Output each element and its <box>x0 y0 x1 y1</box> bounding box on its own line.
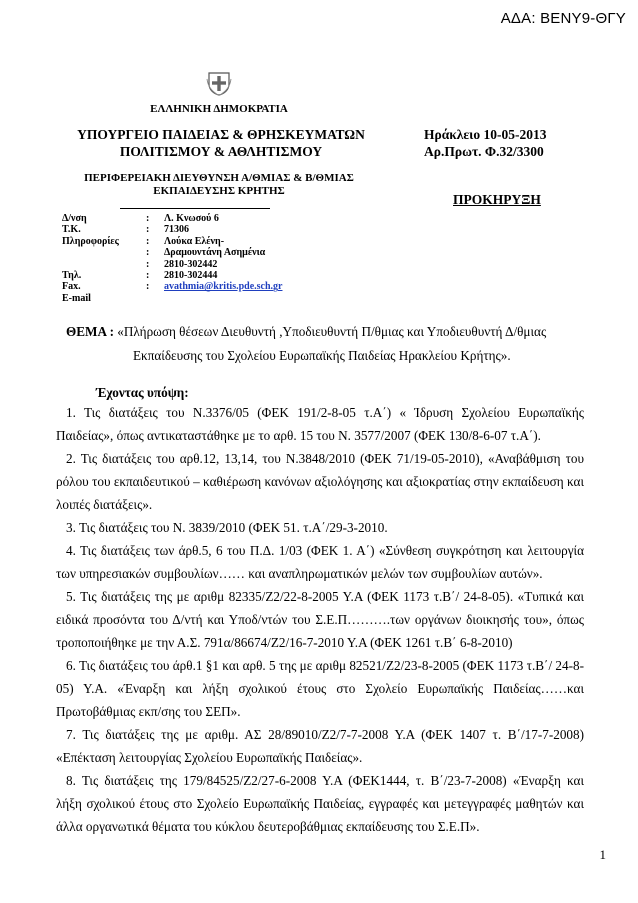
contact-value: Λούκα Ελένη- <box>164 235 225 247</box>
contact-key: E-mail <box>62 292 91 304</box>
clause-1: 1. Τις διατάξεις του Ν.3376/05 (ΦΕΚ 191/2-8-05 τ.Α΄) « Ίδρυση Σχολείου Ευρωπαϊκής Παιδείας», όπως αντικαταστάθηκε με το αρθ. 15 του Ν. 3577/2007 (ΦΕΚ 130/8-6-07 τ.Α΄). <box>56 405 584 443</box>
contact-sep: : <box>146 213 150 224</box>
considering-heading: Έχοντας υπόψη: <box>96 385 189 400</box>
contact-row <box>62 281 282 292</box>
contact-row <box>62 247 282 258</box>
contact-value <box>164 293 282 304</box>
contact-value: Δραμουντάνη Ασημένια <box>164 247 266 259</box>
contact-sep: : <box>146 224 150 236</box>
contact-key: Τ.Κ. <box>62 224 81 236</box>
subject-text-1: «Πλήρωση θέσεων Διευθυντή ,Υποδιευθυντή Π/θμιας και Υποδιευθυντή Δ/θμιας <box>117 324 547 339</box>
subject-line-1 <box>66 324 606 340</box>
subject-label: ΘΕΜΑ : <box>66 324 114 339</box>
contact-key: Τηλ. <box>62 270 82 282</box>
clause-7: 7. Τις διατάξεις της με αριθμ. ΑΣ 28/89010/Ζ2/7-7-2008 Υ.Α (ΦΕΚ 1407 τ. Β΄/17-7-2008) «Επέκταση λειτουργίας Σχολείου Ευρωπαϊκής Παιδείας». <box>56 727 584 765</box>
clause-3: 3. Τις διατάξεις του Ν. 3839/2010 (ΦΕΚ 51. τ.Α΄/29-3-2010. <box>66 520 388 535</box>
ada-code: ΑΔΑ: ΒΕΝΥ9-ΘΓΥ <box>500 10 626 27</box>
contact-row <box>62 259 282 270</box>
ministry-line-2: ΠΟΛΙΤΙΣΜΟΥ & ΑΘΛΗΤΙΣΜΟΥ <box>119 144 323 159</box>
contact-sep: : <box>146 281 150 293</box>
subject-text-2: Εκπαίδευσης του Σχολείου Ευρωπαϊκής Παιδείας Ηρακλείου Κρήτης». <box>133 348 511 363</box>
contact-key: Fax. <box>62 281 81 293</box>
contact-sep: : <box>146 258 150 270</box>
contact-row <box>62 270 282 281</box>
country-title: ΕΛΛΗΝΙΚΗ ΔΗΜΟΚΡΑΤΙΑ <box>150 103 288 115</box>
contact-row <box>62 213 282 224</box>
directorate-line-2: ΕΚΠΑΙΔΕΥΣΗΣ ΚΡΗΤΗΣ <box>153 185 285 197</box>
contact-row <box>62 236 282 247</box>
contact-value: 2810-302444 <box>164 270 218 282</box>
email-link[interactable]: avathmia@kritis.pde.sch.gr <box>164 281 283 293</box>
contact-key: Δ/νση <box>62 213 87 224</box>
contact-row <box>62 293 282 304</box>
contact-key: Πληροφορίες <box>62 235 119 247</box>
contact-sep: : <box>146 247 150 259</box>
contact-table <box>62 213 282 304</box>
clause-6: 6. Τις διατάξεις του άρθ.1 §1 και αρθ. 5 της με αριθμ 82521/Ζ2/23-8-2005 (ΦΕΚ 1173 τ.Β΄/ 24-8-05) Υ.Α. «Έναρξη και λήξη σχολικού έτους στο Σχολείο Ευρωπαϊκής Παιδείας……και Πρωτοβάθμιας εκπ/σης του ΣΕΠ». <box>56 658 584 719</box>
contact-key <box>62 247 146 258</box>
contact-value: Λ. Κνωσού 6 <box>164 213 219 224</box>
header-divider <box>120 208 270 209</box>
clause-2: 2. Τις διατάξεις του αρθ.12, 13,14, του Ν.3848/2010 (ΦΕΚ 71/19-05-2010), «Αναβάθμιση του ρόλου του εκπαιδευτικού – καθιέρωση κανόνων αξιολόγησης και αξιοκρατίας στην εκπαίδευση και λοιπές διατάξεις». <box>56 451 584 512</box>
greek-emblem-icon <box>206 70 232 96</box>
contact-row <box>62 224 282 235</box>
ministry-line-1: ΥΠΟΥΡΓΕΙΟ ΠΑΙΔΕΙΑΣ & ΘΡΗΣΚΕΥΜΑΤΩΝ <box>77 127 365 142</box>
clause-5: 5. Τις διατάξεις της με αριθμ 82335/Ζ2/22-8-2005 Υ.Α (ΦΕΚ 1173 τ.Β΄/ 24-8-05). «Τυπικά και ειδικά προσόντα του Δ/ντή και Υποδ/ντών του Σ.Ε.Π……….των οργάνων διοικησής του», όπως τροποποιήθηκε με την Α.Σ. 791α/86674/Ζ2/16-7-2010 Υ.Α (ΦΕΚ 1261 τ.Β΄ 6-8-2010) <box>56 589 584 650</box>
contact-value: 71306 <box>164 224 189 236</box>
contact-sep: : <box>146 270 150 282</box>
contact-sep: : <box>146 235 150 247</box>
clause-8: 8. Τις διατάξεις της 179/84525/Ζ2/27-6-2008 Υ.Α (ΦΕΚ1444, τ. Β΄/23-7-2008) «Έναρξη και λήξη σχολικού έτους στο Σχολείο Ευρωπαϊκής Παιδείας, εγγραφές και μετεγγραφές μαθητών και άλλα οργανωτικά θέματα του κύκλου δευτεροβάθμιας εκπαίδευσης του Σ.Ε.Π». <box>56 773 584 834</box>
place-date: Ηράκλειο 10-05-2013 <box>424 127 547 142</box>
protocol-number: Αρ.Πρωτ. Φ.32/3300 <box>424 144 544 159</box>
page-number: 1 <box>599 847 606 862</box>
doc-type-title: ΠΡΟΚΗΡΥΞΗ <box>453 192 541 207</box>
directorate-line-1: ΠΕΡΙΦΕΡΕΙΑΚΗ ΔΙΕΥΘΥΝΣΗ Α/ΘΜΙΑΣ & Β/ΘΜΙΑΣ <box>84 172 354 184</box>
contact-key <box>62 259 146 270</box>
contact-value: 2810-302442 <box>164 258 218 270</box>
clause-4: 4. Τις διατάξεις των άρθ.5, 6 του Π.Δ. 1/03 (ΦΕΚ 1. Α΄) «Σύνθεση συγκρότηση και λειτουργία των υπηρεσιακών συμβουλίων…… και αναπληρωματικών μελών των συμβουλίων αυτών». <box>56 543 584 581</box>
contact-sep <box>146 293 164 304</box>
